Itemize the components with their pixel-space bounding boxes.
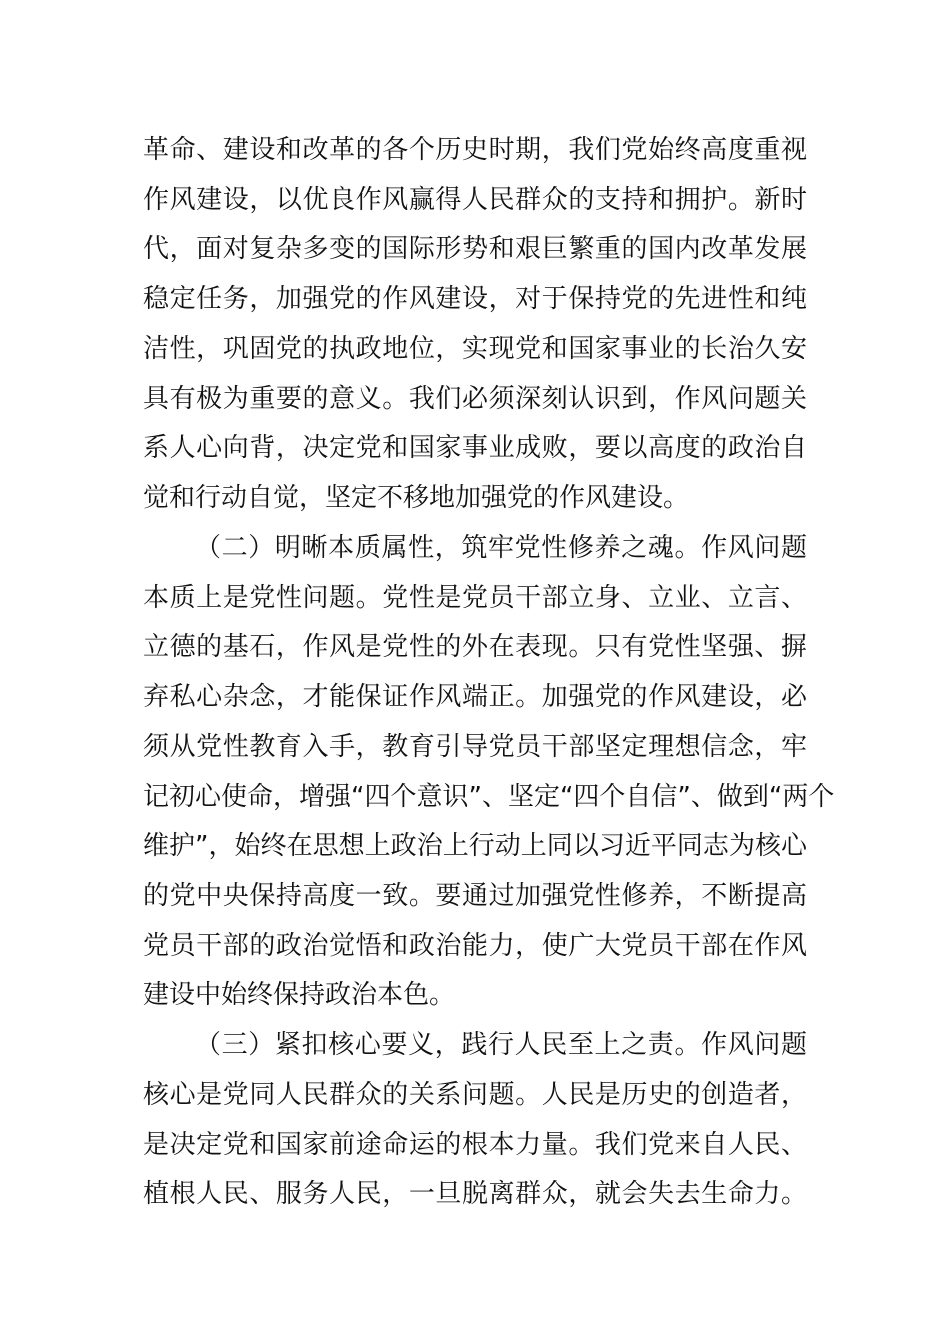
text-line: 植根人民、服务人民，一旦脱离群众，就会失去生命力。: [143, 1179, 807, 1209]
text-line: 核心是党同人民群众的关系问题。人民是历史的创造者，: [143, 1080, 807, 1110]
text-line: 维护”，始终在思想上政治上行动上同以习近平同志为核心: [143, 831, 807, 861]
text-line: 具有极为重要的意义。我们必须深刻认识到，作风问题关: [143, 384, 807, 414]
text-line: 立德的基石，作风是党性的外在表现。只有党性坚强、摒: [143, 632, 807, 662]
text-line: 系人心向背，决定党和国家事业成败，要以高度的政治自: [143, 433, 807, 463]
section-heading-line: （二）明晰本质属性，筑牢党性修养之魂。作风问题: [195, 533, 807, 563]
paragraph-end-line: 觉和行动自觉，坚定不移地加强党的作风建设。: [143, 483, 690, 513]
text-line: 记初心使命，增强“四个意识”、坚定“四个自信”、做到“两个: [143, 782, 835, 812]
section-heading-line: （三）紧扣核心要义，践行人民至上之责。作风问题: [195, 1030, 807, 1060]
text-line: 须从党性教育入手，教育引导党员干部坚定理想信念，牢: [143, 732, 807, 762]
text-line: 是决定党和国家前途命运的根本力量。我们党来自人民、: [143, 1130, 807, 1160]
text-line: 代，面对复杂多变的国际形势和艰巨繁重的国内改革发展: [143, 234, 807, 264]
text-line: 本质上是党性问题。党性是党员干部立身、立业、立言、: [143, 583, 807, 613]
text-line: 作风建设，以优良作风赢得人民群众的支持和拥护。新时: [143, 185, 807, 215]
paragraph-end-line: 建设中始终保持政治本色。: [143, 980, 456, 1010]
text-line: 弃私心杂念，才能保证作风端正。加强党的作风建设，必: [143, 682, 807, 712]
text-line: 稳定任务，加强党的作风建设，对于保持党的先进性和纯: [143, 284, 807, 314]
text-line: 洁性，巩固党的执政地位，实现党和国家事业的长治久安: [143, 334, 807, 364]
text-line: 的党中央保持高度一致。要通过加强党性修养，不断提高: [143, 881, 807, 911]
text-line: 革命、建设和改革的各个历史时期，我们党始终高度重视: [143, 135, 807, 165]
text-line: 党员干部的政治觉悟和政治能力，使广大党员干部在作风: [143, 931, 807, 961]
